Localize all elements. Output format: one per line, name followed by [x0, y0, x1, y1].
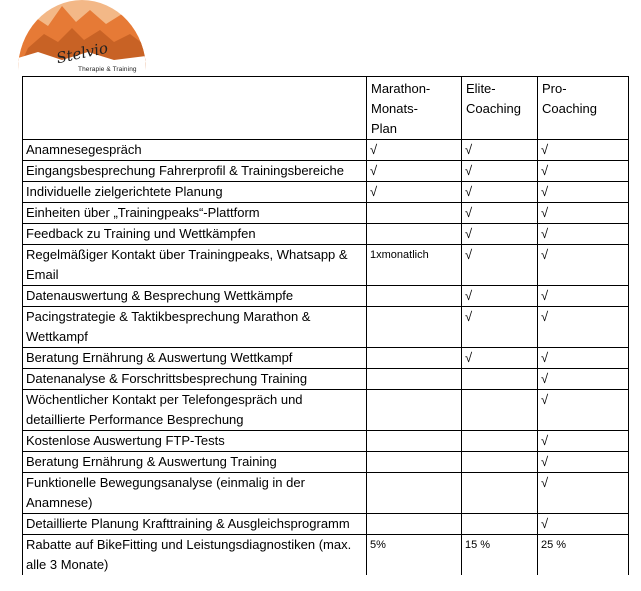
header-line: Marathon- [371, 81, 431, 96]
marathon-plan-cell [367, 390, 462, 431]
marathon-plan-cell: √ [367, 182, 462, 203]
marathon-plan-cell [367, 431, 462, 452]
pro-coaching-cell: √ [538, 203, 629, 224]
elite-coaching-cell [462, 452, 538, 473]
table-row [23, 245, 629, 286]
pro-coaching-cell: √ [538, 473, 629, 514]
pro-coaching-cell: √ [538, 224, 629, 245]
feature-cell: Datenauswertung & Besprechung Wettkämpfe [23, 286, 367, 307]
feature-cell: Beratung Ernährung & Auswertung Wettkampf [23, 348, 367, 369]
elite-coaching-cell [462, 431, 538, 452]
pro-coaching-cell: 25 % [538, 535, 629, 576]
coaching-comparison-table [22, 76, 629, 575]
feature-cell: Anamnesegespräch [23, 140, 367, 161]
feature-cell: Rabatte auf BikeFitting und Leistungsdiagnostiken (max. alle 3 Monate) [23, 535, 367, 576]
table-row [23, 452, 629, 473]
brand-subtitle: Therapie & Training [78, 66, 137, 73]
elite-coaching-cell: √ [462, 203, 538, 224]
marathon-plan-cell [367, 286, 462, 307]
marathon-plan-cell [367, 224, 462, 245]
table-row [23, 307, 629, 348]
table-row [23, 182, 629, 203]
marathon-plan-cell: 5% [367, 535, 462, 576]
feature-cell: Einheiten über „Trainingpeaks“-Plattform [23, 203, 367, 224]
table-row [23, 535, 629, 576]
marathon-plan-cell: √ [367, 161, 462, 182]
marathon-plan-cell [367, 369, 462, 390]
brand-wordmark [40, 24, 150, 74]
table-row [23, 286, 629, 307]
elite-coaching-cell: √ [462, 182, 538, 203]
feature-cell: Individuelle zielgerichtete Planung [23, 182, 367, 203]
header-line: Coaching [466, 101, 521, 116]
pro-coaching-cell: √ [538, 390, 629, 431]
table-row [23, 514, 629, 535]
marathon-plan-cell [367, 348, 462, 369]
brand-name: Stelvio [54, 38, 110, 68]
table-row [23, 140, 629, 161]
elite-coaching-cell [462, 390, 538, 431]
pro-coaching-cell: √ [538, 431, 629, 452]
feature-cell: Kostenlose Auswertung FTP-Tests [23, 431, 367, 452]
elite-coaching-cell [462, 514, 538, 535]
header-line: Pro- [542, 81, 567, 96]
table-header-row [23, 77, 629, 140]
elite-coaching-cell: √ [462, 224, 538, 245]
feature-cell: Wöchentlicher Kontakt per Telefongespräch und detaillierte Performance Besprechung [23, 390, 367, 431]
feature-cell: Regelmäßiger Kontakt über Trainingpeaks, Whatsapp & Email [23, 245, 367, 286]
elite-coaching-cell: 15 % [462, 535, 538, 576]
elite-coaching-cell: √ [462, 245, 538, 286]
header-elite-coaching [462, 77, 538, 140]
marathon-plan-cell [367, 203, 462, 224]
pro-coaching-cell: √ [538, 286, 629, 307]
table-row [23, 390, 629, 431]
marathon-plan-cell: 1xmonatlich [367, 245, 462, 286]
pro-coaching-cell: √ [538, 452, 629, 473]
marathon-plan-cell [367, 452, 462, 473]
header-line: Elite- [466, 81, 496, 96]
feature-cell: Beratung Ernährung & Auswertung Training [23, 452, 367, 473]
pro-coaching-cell: √ [538, 348, 629, 369]
elite-coaching-cell [462, 369, 538, 390]
header-line: Plan [371, 121, 398, 136]
pro-coaching-cell: √ [538, 245, 629, 286]
elite-coaching-cell [462, 473, 538, 514]
feature-cell: Detaillierte Planung Krafttraining & Ausgleichsprogramm [23, 514, 367, 535]
pro-coaching-cell: √ [538, 182, 629, 203]
pro-coaching-cell: √ [538, 140, 629, 161]
marathon-plan-cell: √ [367, 140, 462, 161]
header-line: Monats- [371, 101, 418, 116]
table-row [23, 431, 629, 452]
elite-coaching-cell: √ [462, 161, 538, 182]
marathon-plan-cell [367, 473, 462, 514]
pro-coaching-cell: √ [538, 514, 629, 535]
table-row [23, 473, 629, 514]
pro-coaching-cell: √ [538, 369, 629, 390]
feature-cell: Feedback zu Training und Wettkämpfen [23, 224, 367, 245]
elite-coaching-cell: √ [462, 140, 538, 161]
table-row [23, 203, 629, 224]
table-row [23, 161, 629, 182]
elite-coaching-cell: √ [462, 307, 538, 348]
pro-coaching-cell: √ [538, 161, 629, 182]
elite-coaching-cell: √ [462, 348, 538, 369]
pro-coaching-cell: √ [538, 307, 629, 348]
feature-cell: Datenanalyse & Forschrittsbesprechung Training [23, 369, 367, 390]
marathon-plan-cell [367, 514, 462, 535]
header-pro-coaching [538, 77, 629, 140]
header-feature-empty [23, 77, 367, 140]
feature-cell: Funktionelle Bewegungsanalyse (einmalig in der Anamnese) [23, 473, 367, 514]
marathon-plan-cell [367, 307, 462, 348]
feature-cell: Pacingstrategie & Taktikbesprechung Marathon & Wettkampf [23, 307, 367, 348]
header-marathon-plan [367, 77, 462, 140]
elite-coaching-cell: √ [462, 286, 538, 307]
table-row [23, 369, 629, 390]
table-row [23, 348, 629, 369]
feature-cell: Eingangsbesprechung Fahrerprofil & Trainingsbereiche [23, 161, 367, 182]
table-row [23, 224, 629, 245]
header-line: Coaching [542, 101, 597, 116]
